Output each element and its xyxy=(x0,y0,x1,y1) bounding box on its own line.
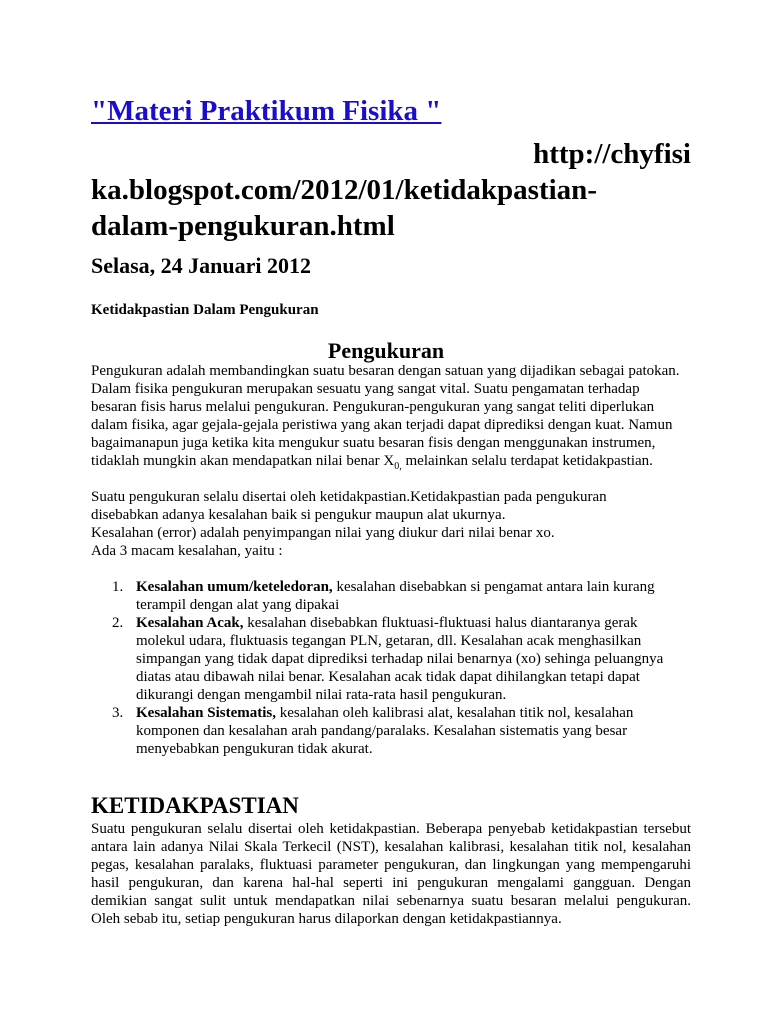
list-line: molekul udara, fluktuasis tegangan PLN, getaran, dll. Kesalahan acak menghasilkan xyxy=(136,633,642,649)
error-types-list xyxy=(112,578,692,758)
paragraph-line: Oleh sebab itu, setiap pengukuran harus dilaporkan dengan ketidakpastiannya. xyxy=(91,911,562,927)
list-item xyxy=(112,578,692,614)
list-line: simpangan yang tidak dapat diprediksi terhadap nilai benarnya (xo) sehinga peluangnya xyxy=(136,651,664,667)
document-title xyxy=(91,91,441,131)
list-line: menyebabkan pengukuran tidak akurat. xyxy=(136,741,373,757)
paragraph-line: Pengukuran adalah membandingkan suatu besaran dengan satuan yang dijadikan sebagai patokan. xyxy=(91,363,680,379)
list-item-term: Kesalahan umum/keteledoran, xyxy=(136,579,333,595)
paragraph-line: bagaimanapun juga ketika kita mengukur suatu besaran fisis dengan menggunakan instrumen, xyxy=(91,435,656,451)
paragraph-line: besaran fisis harus melalui pengukuran. Pengukuran-pengukuran yang sangat teliti diperlukan xyxy=(91,399,655,415)
list-item xyxy=(112,704,692,758)
url-line-1: http://chyfisi xyxy=(533,138,691,170)
list-line xyxy=(136,578,692,596)
post-date: Selasa, 24 Januari 2012 xyxy=(91,253,312,278)
paragraph-line-last xyxy=(91,452,691,470)
paragraph-line: disebabkan adanya kesalahan baik si pengukur maupun alat ukurnya. xyxy=(91,507,506,523)
text-after-subscript: melainkan selalu terdapat ketidakpastian. xyxy=(401,453,653,469)
list-line: komponen dan kesalahan arah pandang/paralaks. Kesalahan sistematis yang besar xyxy=(136,723,628,739)
paragraph-pengukuran xyxy=(91,362,691,470)
source-url xyxy=(91,136,691,244)
list-line xyxy=(136,614,692,632)
list-item-term: Kesalahan Acak, xyxy=(136,615,244,631)
section-heading-ketidakpastian: KETIDAKPASTIAN xyxy=(91,793,299,818)
list-item-text: kesalahan disebabkan fluktuasi-fluktuasi halus diantaranya gerak xyxy=(243,615,638,631)
list-number: 1. xyxy=(112,579,124,595)
list-number: 3. xyxy=(112,705,124,721)
paragraph-line: Suatu pengukuran selalu disertai oleh ketidakpastian.Ketidakpastian pada pengukuran xyxy=(91,489,607,505)
list-item-text: kesalahan oleh kalibrasi alat, kesalahan titik nol, kesalahan xyxy=(276,705,634,721)
text-before-subscript: tidaklah mungkin akan mendapatkan nilai benar X xyxy=(91,453,395,469)
post-title: Ketidakpastian Dalam Pengukuran xyxy=(91,302,319,318)
paragraph-line: Suatu pengukuran selalu disertai oleh ketidakpastian. Beberapa penyebab ketidakpastian tersebut xyxy=(91,821,691,837)
paragraph-line: demikian sangat sulit untuk mendapatkan nilai sebenarnya suatu besaran melalui pengukuran. xyxy=(91,893,691,909)
list-item-text: kesalahan disebabkan si pengamat antara lain kurang xyxy=(332,579,655,595)
paragraph-line: hasil pengukuran, dan karena hal-hal seperti ini pengukuran mengalami gangguan. Dengan xyxy=(91,875,691,891)
url-line-3: dalam-pengukuran.html xyxy=(91,210,395,242)
list-line xyxy=(136,704,692,722)
section-heading-pengukuran: Pengukuran xyxy=(327,338,445,363)
list-line: diatas atau dibawah nilai benar. Kesalahan acak tidak dapat dihilangkan tetapi dapat xyxy=(136,669,640,685)
paragraph-line: Dalam fisika pengukuran merupakan sesuatu yang sangat vital. Suatu pengamatan terhadap xyxy=(91,381,640,397)
paragraph-line: Kesalahan (error) adalah penyimpangan nilai yang diukur dari nilai benar xo. xyxy=(91,525,555,541)
list-number: 2. xyxy=(112,615,124,631)
list-item xyxy=(112,614,692,704)
document-title-link[interactable]: "Materi Praktikum Fisika " xyxy=(91,95,442,127)
url-line-2: ka.blogspot.com/2012/01/ketidakpastian- xyxy=(91,174,597,206)
list-item-term: Kesalahan Sistematis, xyxy=(136,705,277,721)
paragraph-line: dalam fisika, agar gejala-gejala peristiwa yang akan terjadi dapat diprediksi dengan kuat. Namun xyxy=(91,417,673,433)
paragraph-line: pegas, kesalahan paralaks, fluktuasi parameter pengukuran, dan lingkungan yang mempengaruhi xyxy=(91,857,691,873)
paragraph-line: Ada 3 macam kesalahan, yaitu : xyxy=(91,543,283,559)
paragraph-kesalahan xyxy=(91,488,691,560)
list-line: terampil dengan alat yang dipakai xyxy=(136,597,340,613)
paragraph-ketidakpastian xyxy=(91,820,691,928)
paragraph-line: antara lain adanya Nilai Skala Terkecil (NST), kesalahan kalibrasi, kesalahan titik nol, kesalahan xyxy=(91,839,691,855)
subscript: 0, xyxy=(394,461,402,472)
list-line: dikurangi dengan mengambil nilai rata-rata hasil pengukuran. xyxy=(136,687,507,703)
